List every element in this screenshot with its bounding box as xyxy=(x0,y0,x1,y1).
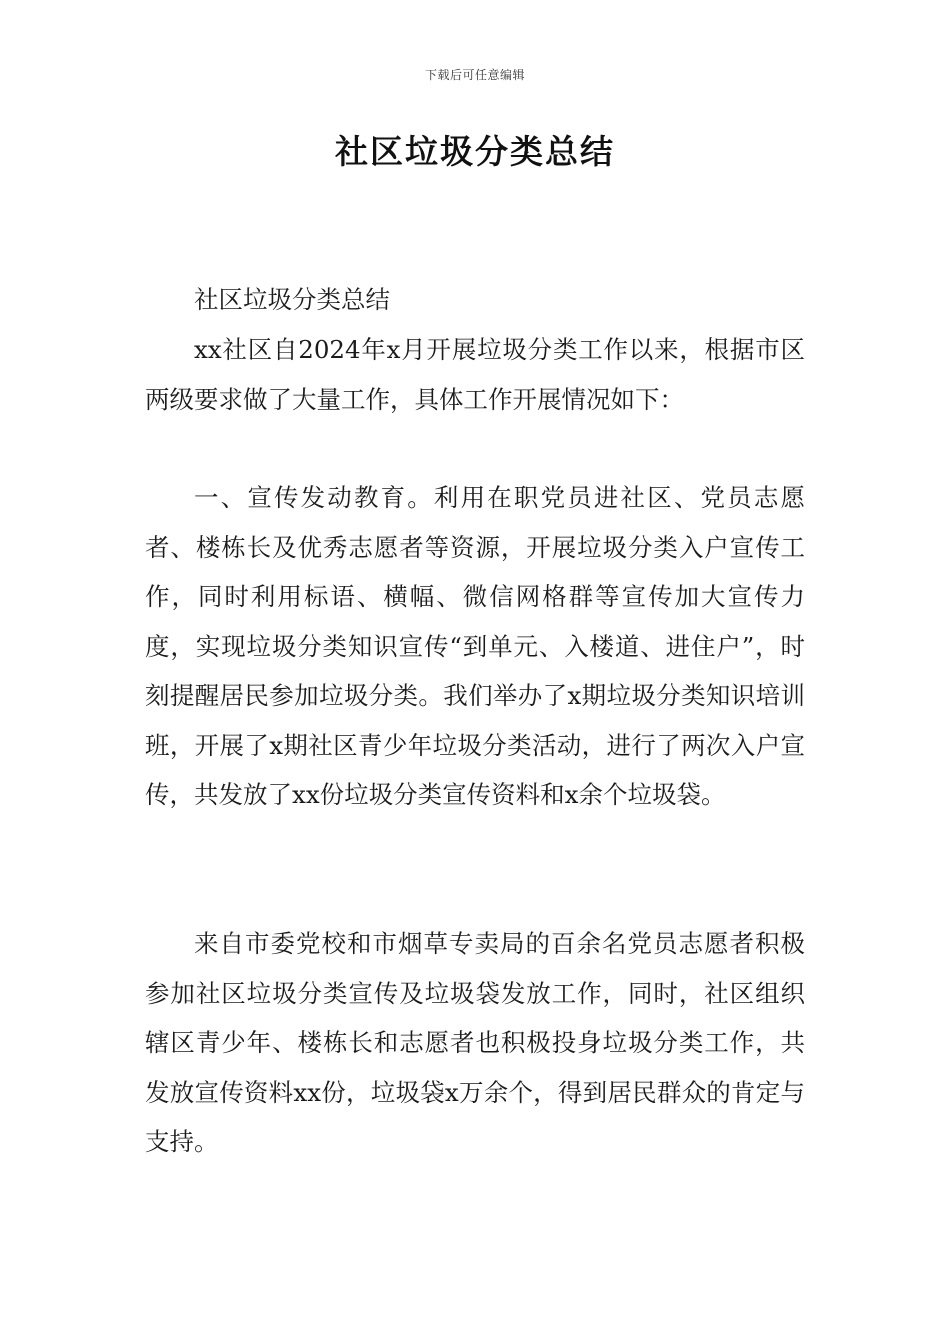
document-title: 社区垃圾分类总结 xyxy=(335,132,615,171)
header-note: 下载后可任意编辑 xyxy=(424,68,525,82)
paragraph-intro: xx社区自2024年x月开展垃圾分类工作以来，根据市区两级要求做了大量工作，具体工作开展情况如下： xyxy=(145,335,805,414)
paragraph-subtitle: 社区垃圾分类总结 xyxy=(194,285,390,314)
paragraph-volunteers: 来自市委党校和市烟草专卖局的百余名党员志愿者积极参加社区垃圾分类宣传及垃圾袋发放工作，同时，社区组织辖区青少年、楼栋长和志愿者也积极投身垃圾分类工作，共发放宣传资料xx份，垃圾袋x万余个，得到居民群众的肯定与支持。 xyxy=(145,929,805,1156)
paragraph-section-one: 一、宣传发动教育。利用在职党员进社区、党员志愿者、楼栋长及优秀志愿者等资源，开展垃圾分类入户宣传工作，同时利用标语、横幅、微信网格群等宣传加大宣传力度，实现垃圾分类知识宣传“到单元、入楼道、进住户”，时刻提醒居民参加垃圾分类。我们举办了x期垃圾分类知识培训班，开展了x期社区青少年垃圾分类活动，进行了两次入户宣传，共发放了xx份垃圾分类宣传资料和x余个垃圾袋。 xyxy=(145,483,805,809)
